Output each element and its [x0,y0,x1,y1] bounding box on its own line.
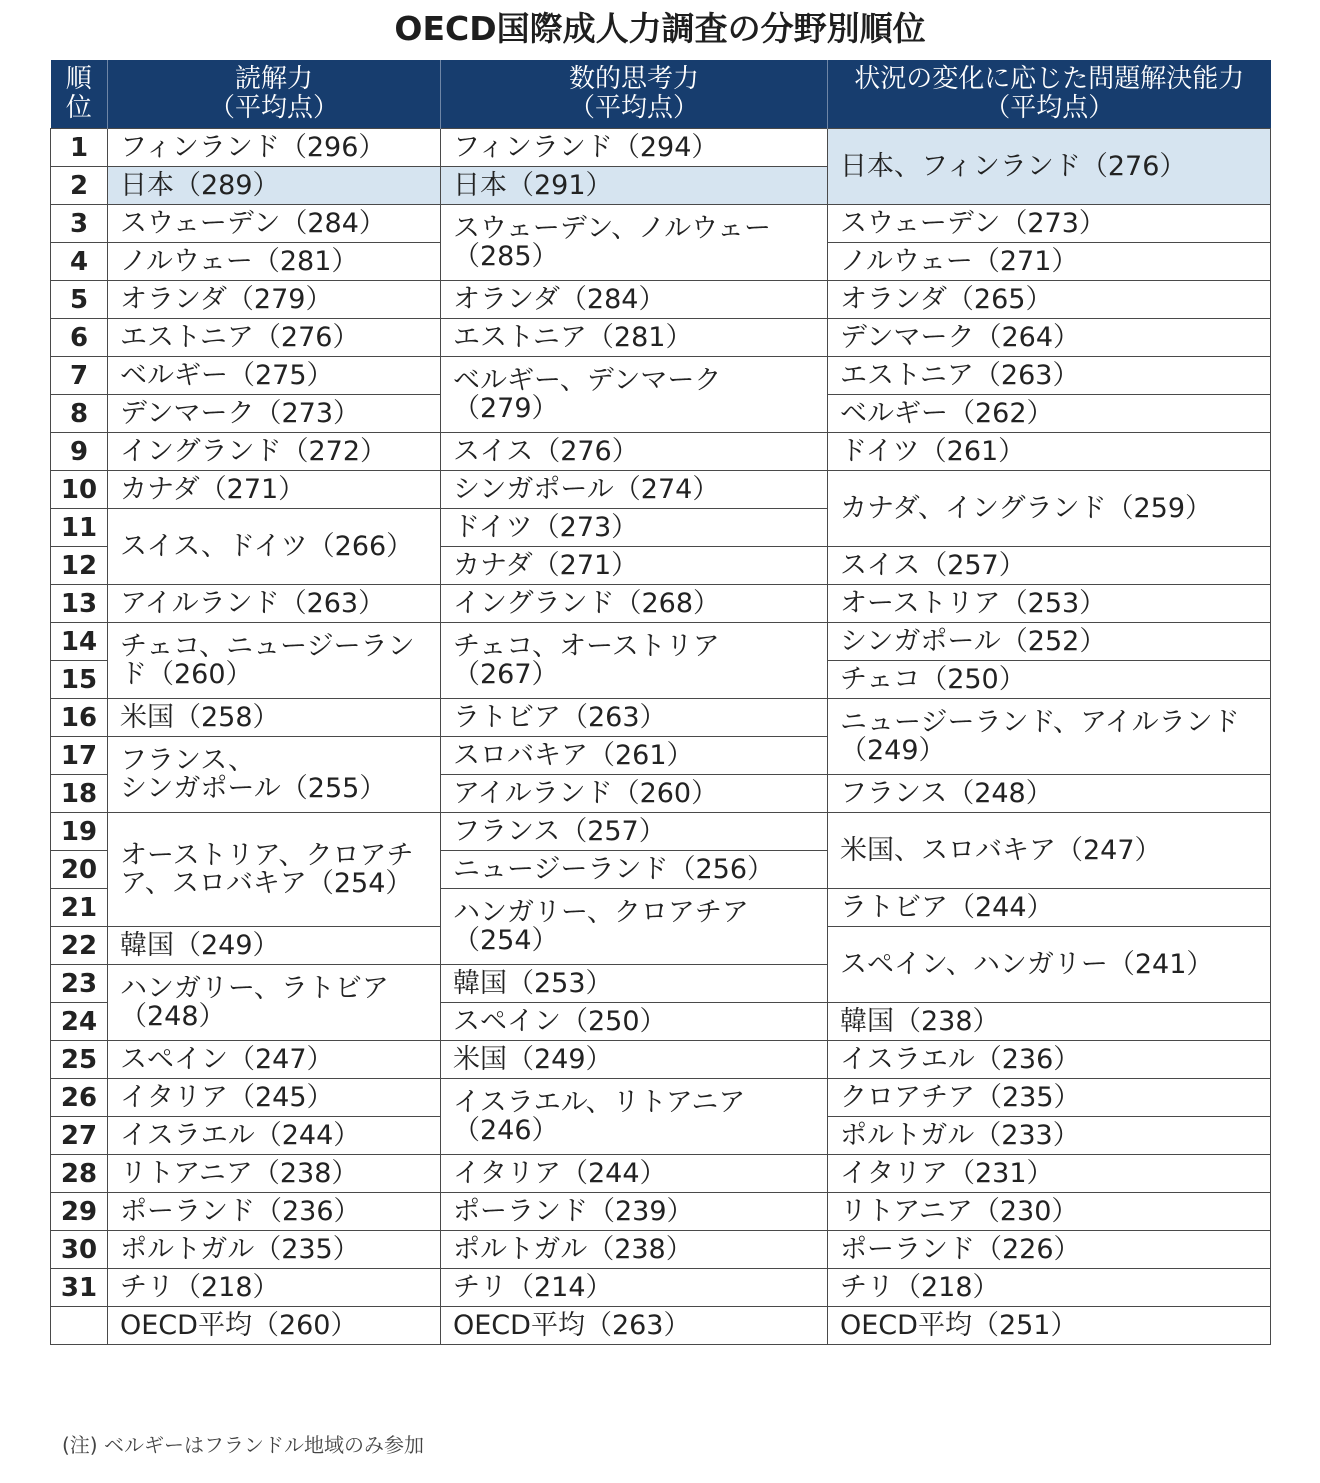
math-cell [441,813,828,851]
reading-cell [108,1117,441,1155]
math-cell [441,205,828,281]
math-cell-text: エストニア（281） [453,321,693,353]
problem-cell-text: ポルトガル（233） [840,1119,1080,1151]
problem-cell [828,1079,1271,1117]
math-cell [441,623,828,699]
problem-cell [828,129,1271,205]
problem-cell-text: クロアチア（235） [840,1081,1081,1113]
math-cell-text: シンガポール（274） [453,473,720,505]
problem-cell-text: ノルウェー（271） [840,245,1079,277]
reading-cell-text: ポルトガル（235） [120,1233,360,1265]
reading-cell [108,433,441,471]
table-row [51,319,1271,357]
math-cell-text: スロバキア（261） [453,739,694,771]
math-cell [441,585,828,623]
problem-cell-text: オランダ（265） [840,283,1053,315]
problem-cell [828,471,1271,547]
reading-cell [108,965,441,1041]
math-cell-text: 米国（249） [453,1043,613,1075]
reading-cell-text: フィンランド（296） [120,131,386,163]
reading-cell-text: イングランド（272） [120,435,387,467]
reading-cell [108,1041,441,1079]
problem-cell-text: ドイツ（261） [840,435,1026,467]
rank-cell: 30 [51,1231,108,1269]
reading-cell [108,281,441,319]
rank-cell: 8 [51,395,108,433]
problem-cell-text: ニュージーランド、アイルランド （249） [840,706,1240,766]
problem-cell-text: ベルギー（262） [840,397,1054,429]
problem-cell-text: 韓国（238） [840,1005,1000,1037]
table-row [51,1269,1271,1307]
rank-cell: 4 [51,243,108,281]
reading-cell [108,1193,441,1231]
reading-cell [108,243,441,281]
problem-cell-text: スイス（257） [840,549,1026,581]
problem-cell-text: ラトビア（244） [840,891,1054,923]
problem-cell [828,1193,1271,1231]
problem-cell-text: ポーランド（226） [840,1233,1081,1265]
math-cell-text: チェコ、オーストリア （267） [453,630,720,690]
math-cell-text: ハンガリー、クロアチア （254） [453,896,749,956]
problem-cell [828,699,1271,775]
reading-cell [108,623,441,699]
problem-cell-text: カナダ、イングランド（259） [840,492,1213,524]
reading-cell [108,927,441,965]
rank-cell: 21 [51,889,108,927]
reading-cell [108,205,441,243]
reading-cell-text: ベルギー（275） [120,359,334,391]
problem-cell [828,243,1271,281]
reading-cell [108,585,441,623]
math-cell-text: アイルランド（260） [453,777,719,809]
problem-cell-text: スウェーデン（273） [840,207,1106,239]
reading-cell [108,129,441,167]
table-row [51,1231,1271,1269]
table-row [51,1079,1271,1117]
rank-cell: 29 [51,1193,108,1231]
reading-cell-text: イタリア（245） [120,1081,334,1113]
table-row [51,585,1271,623]
problem-cell-text: イスラエル（236） [840,1043,1081,1075]
problem-cell-text: シンガポール（252） [840,625,1107,657]
math-cell-text: 韓国（253） [453,967,613,999]
math-cell [441,1269,828,1307]
math-cell [441,889,828,965]
reading-cell-text: イスラエル（244） [120,1119,361,1151]
reading-cell [108,1079,441,1117]
math-cell-text: スイス（276） [453,435,639,467]
problem-cell-text: オーストリア（253） [840,587,1107,619]
rank-cell: 9 [51,433,108,471]
problem-cell [828,585,1271,623]
problem-cell [828,623,1271,661]
reading-cell-text: ポーランド（236） [120,1195,361,1227]
reading-cell-text: スイス、ドイツ（266） [120,530,414,562]
math-cell [441,1231,828,1269]
math-cell-text: ポルトガル（238） [453,1233,693,1265]
rank-cell: 6 [51,319,108,357]
reading-cell-text: フランス、 シンガポール（255） [120,744,387,804]
reading-cell-text: ノルウェー（281） [120,245,359,277]
problem-cell-text: 日本、フィンランド（276） [840,150,1187,182]
table-row [51,205,1271,243]
math-cell [441,167,828,205]
problem-cell [828,775,1271,813]
math-cell [441,357,828,433]
rank-cell: 16 [51,699,108,737]
math-cell-text: オランダ（284） [453,283,666,315]
reading-cell-text: スウェーデン（284） [120,207,386,239]
header-reading-label: 読解力 （平均点） [208,64,339,123]
reading-cell-text: OECD平均（260） [120,1309,358,1341]
math-cell-text: フィンランド（294） [453,131,719,163]
math-cell [441,281,828,319]
table-row [51,357,1271,395]
header-rank-label: 順 位 [65,64,92,123]
problem-cell-text: チェコ（250） [840,663,1026,695]
rank-cell: 13 [51,585,108,623]
reading-cell-text: スペイン（247） [120,1043,334,1075]
problem-cell [828,1003,1271,1041]
math-cell [441,1003,828,1041]
rank-cell: 26 [51,1079,108,1117]
table-row [51,129,1271,167]
header-rank [51,60,108,129]
math-cell-text: ベルギー、デンマーク （279） [453,364,722,424]
table-row [51,281,1271,319]
reading-cell-text: 韓国（249） [120,929,280,961]
rank-cell: 7 [51,357,108,395]
rank-cell: 23 [51,965,108,1003]
table-body [51,129,1271,1345]
reading-cell-text: カナダ（271） [120,473,306,505]
rank-cell: 1 [51,129,108,167]
header-problem-solving [828,60,1271,129]
rank-cell: 14 [51,623,108,661]
math-cell [441,965,828,1003]
math-cell [441,129,828,167]
rank-cell: 19 [51,813,108,851]
problem-cell [828,205,1271,243]
rank-cell: 10 [51,471,108,509]
reading-cell [108,699,441,737]
math-cell-text: チリ（214） [453,1271,613,1303]
math-cell [441,547,828,585]
problem-cell-text: デンマーク（264） [840,321,1080,353]
reading-cell-text: アイルランド（263） [120,587,386,619]
math-cell-text: スペイン（250） [453,1005,667,1037]
table-row [51,1193,1271,1231]
problem-cell [828,319,1271,357]
math-cell [441,737,828,775]
table-row [51,1041,1271,1079]
math-cell [441,775,828,813]
problem-cell-text: イタリア（231） [840,1157,1054,1189]
reading-cell-text: オーストリア、クロアチ ア、スロバキア（254） [120,839,414,899]
reading-cell [108,1231,441,1269]
math-cell [441,1041,828,1079]
reading-cell [108,813,441,927]
problem-cell [828,357,1271,395]
math-cell [441,1155,828,1193]
table-row [51,699,1271,737]
reading-cell [108,395,441,433]
problem-cell [828,281,1271,319]
problem-cell [828,813,1271,889]
rank-cell: 12 [51,547,108,585]
math-cell-text: OECD平均（263） [453,1309,691,1341]
problem-cell-text: リトアニア（230） [840,1195,1079,1227]
rank-cell: 25 [51,1041,108,1079]
problem-cell [828,1155,1271,1193]
problem-cell-text: OECD平均（251） [840,1309,1078,1341]
reading-cell [108,737,441,813]
header-reading [108,60,441,129]
reading-cell [108,471,441,509]
rank-cell: 2 [51,167,108,205]
rank-cell: 24 [51,1003,108,1041]
problem-cell [828,1041,1271,1079]
problem-cell [828,661,1271,699]
problem-cell [828,547,1271,585]
math-cell-text: カナダ（271） [453,549,639,581]
rank-cell: 11 [51,509,108,547]
problem-cell-text: エストニア（263） [840,359,1080,391]
problem-cell-text: フランス（248） [840,777,1053,809]
problem-cell [828,927,1271,1003]
math-cell-text: イスラエル、リトアニア （246） [453,1086,746,1146]
math-cell [441,433,828,471]
math-cell-text: ニュージーランド（256） [453,853,774,885]
header-math-label: 数的思考力 （平均点） [568,64,699,123]
rank-cell: 20 [51,851,108,889]
math-cell [441,471,828,509]
math-cell-text: イタリア（244） [453,1157,667,1189]
math-cell-text: ドイツ（273） [453,511,639,543]
chart-title: OECD国際成人力調査の分野別順位 [394,9,926,48]
rank-cell: 22 [51,927,108,965]
table-row [51,433,1271,471]
header-math [441,60,828,129]
problem-cell [828,1269,1271,1307]
math-cell [441,851,828,889]
rank-cell: 5 [51,281,108,319]
problem-cell [828,1307,1271,1345]
reading-cell [108,319,441,357]
rank-cell: 28 [51,1155,108,1193]
reading-cell [108,167,441,205]
math-cell [441,319,828,357]
rank-cell: 15 [51,661,108,699]
footnote: (注) ベルギーはフランドル地域のみ参加 [62,1433,424,1457]
math-cell-text: スウェーデン、ノルウェー （285） [453,212,772,272]
reading-cell-text: エストニア（276） [120,321,360,353]
math-cell-text: ポーランド（239） [453,1195,694,1227]
ranking-table [50,60,1271,1345]
rank-cell: 3 [51,205,108,243]
math-cell [441,1193,828,1231]
reading-cell-text: チリ（218） [120,1271,280,1303]
reading-cell-text: ハンガリー、ラトビア （248） [120,972,389,1032]
reading-cell-text: 米国（258） [120,701,280,733]
problem-cell-text: スペイン、ハンガリー（241） [840,948,1214,980]
rank-cell: 18 [51,775,108,813]
problem-cell [828,889,1271,927]
reading-cell [108,509,441,585]
table-row [51,1307,1271,1345]
math-cell-text: フランス（257） [453,815,666,847]
math-cell-text: 日本（291） [453,169,613,201]
math-cell-text: イングランド（268） [453,587,720,619]
table-row [51,471,1271,509]
header-problem-solving-label: 状況の変化に応じた問題解決能力 （平均点） [854,64,1245,123]
reading-cell-text: デンマーク（273） [120,397,360,429]
problem-cell [828,1231,1271,1269]
reading-cell [108,1269,441,1307]
math-cell [441,509,828,547]
table-row [51,813,1271,851]
math-cell [441,699,828,737]
reading-cell-text: チェコ、ニュージーラン ド（260） [120,630,415,690]
table-header-row [51,60,1271,129]
table-row [51,623,1271,661]
rank-cell: 17 [51,737,108,775]
problem-cell-text: 米国、スロバキア（247） [840,834,1162,866]
problem-cell-text: チリ（218） [840,1271,1000,1303]
math-cell [441,1307,828,1345]
reading-cell-text: オランダ（279） [120,283,333,315]
reading-cell [108,357,441,395]
rank-cell [51,1307,108,1345]
math-cell [441,1079,828,1155]
reading-cell-text: 日本（289） [120,169,280,201]
problem-cell [828,1117,1271,1155]
table-row [51,1155,1271,1193]
rank-cell: 31 [51,1269,108,1307]
rank-cell: 27 [51,1117,108,1155]
problem-cell [828,395,1271,433]
reading-cell [108,1155,441,1193]
problem-cell [828,433,1271,471]
reading-cell-text: リトアニア（238） [120,1157,359,1189]
math-cell-text: ラトビア（263） [453,701,667,733]
reading-cell [108,1307,441,1345]
